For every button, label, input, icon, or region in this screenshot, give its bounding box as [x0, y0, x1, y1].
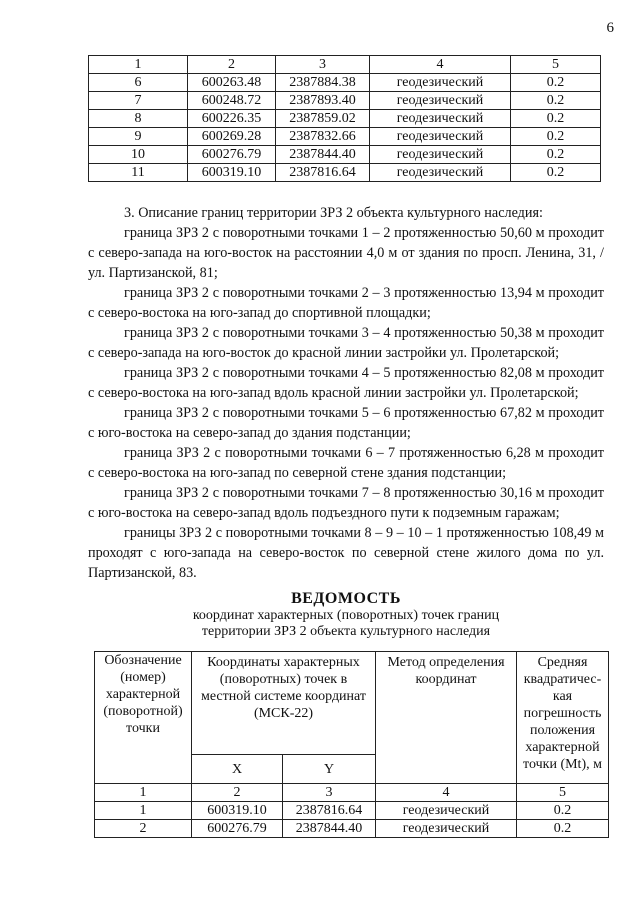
table-cell: 0.2	[517, 802, 609, 820]
table-cell: 2387816.64	[276, 164, 370, 182]
boundary-description	[88, 203, 604, 583]
table-cell: геодезический	[370, 164, 511, 182]
table-cell: 600248.72	[188, 92, 276, 110]
header-method: Метод определения координат	[376, 652, 517, 784]
table-cell: 11	[89, 164, 188, 182]
table-cell: 2387859.02	[276, 110, 370, 128]
table-row	[89, 164, 601, 182]
table-row	[89, 110, 601, 128]
table-row	[89, 74, 601, 92]
description-paragraph: граница ЗРЗ 2 с поворотными точками 7 – 8 протяженностью 30,16 м проходит с юго-востока на северо-запад вдоль подъездного пути к подземным гаражам;	[88, 485, 604, 521]
table-cell: 0.2	[511, 164, 601, 182]
table-cell: 2	[188, 56, 276, 74]
table-cell: 0.2	[511, 74, 601, 92]
description-paragraph: граница ЗРЗ 2 с поворотными точками 6 – 7 протяженностью 6,28 м проходит с северо-востока на юго-запад по северной стене здания подстанции;	[88, 445, 604, 481]
description-paragraph: граница ЗРЗ 2 с поворотными точками 1 – 2 протяженностью 50,60 м проходит с северо-запада на юго-восток на расстоянии 4,0 м от здания по просп. Ленина, 31, / ул. Партизанской, 81;	[88, 225, 604, 281]
table-row	[89, 128, 601, 146]
table-cell: 1	[95, 784, 192, 802]
table-cell: геодезический	[370, 92, 511, 110]
table-cell: геодезический	[376, 820, 517, 838]
table-cell: 600276.79	[188, 146, 276, 164]
table-cell: 0.2	[511, 146, 601, 164]
table-cell: 2387884.38	[276, 74, 370, 92]
table-row	[95, 820, 609, 838]
table-cell: 8	[89, 110, 188, 128]
table-cell: 5	[517, 784, 609, 802]
header-coordinates: Координаты характерных (поворотных) точек в местной системе координат (МСК-22)	[192, 652, 376, 755]
table-cell: 2387893.40	[276, 92, 370, 110]
description-paragraph: граница ЗРЗ 2 с поворотными точками 2 – 3 протяженностью 13,94 м проходит с северо-востока на юго-запад до спортивной площадки;	[88, 285, 604, 321]
table-cell: 1	[95, 802, 192, 820]
table-cell: 6	[89, 74, 188, 92]
description-paragraph: граница ЗРЗ 2 с поворотными точками 4 – 5 протяженностью 82,08 м проходит с северо-востока на юго-запад вдоль красной линии застройки ул. Пролетарской;	[88, 365, 604, 401]
table-number-row	[95, 784, 609, 802]
statement-title: ВЕДОМОСТЬ	[291, 590, 401, 607]
table-row	[89, 92, 601, 110]
header-error: Средняя квадратичес-кая погрешность положения характерной точки (Mt), м	[517, 652, 609, 784]
coordinates-statement-table	[94, 651, 609, 838]
table-cell: 600319.10	[188, 164, 276, 182]
description-paragraph: граница ЗРЗ 2 с поворотными точками 5 – 6 протяженностью 67,82 м проходит с юго-востока на северо-запад до здания подстанции;	[88, 405, 604, 441]
table-cell: 3	[276, 56, 370, 74]
table-cell: 7	[89, 92, 188, 110]
description-paragraph: 3. Описание границ территории ЗРЗ 2 объекта культурного наследия:	[124, 205, 543, 221]
table-cell: 600263.48	[188, 74, 276, 92]
statement-heading	[88, 590, 604, 640]
table-cell: 2387816.64	[283, 802, 376, 820]
table-row	[89, 146, 601, 164]
table-cell: 2	[192, 784, 283, 802]
table-cell: геодезический	[370, 74, 511, 92]
table-header-row	[95, 652, 609, 755]
table-cell: геодезический	[376, 802, 517, 820]
table-cell: геодезический	[370, 146, 511, 164]
table-cell: 0.2	[511, 128, 601, 146]
table-row	[95, 802, 609, 820]
table-cell: 1	[89, 56, 188, 74]
table-cell: 4	[370, 56, 511, 74]
table-cell: 4	[376, 784, 517, 802]
table-cell: геодезический	[370, 128, 511, 146]
header-point-number: Обозначение (номер) характерной (поворотной) точки	[95, 652, 192, 784]
statement-subtitle-line2: территории ЗРЗ 2 объекта культурного наследия	[201, 624, 491, 639]
statement-subtitle-line1: координат характерных (поворотных) точек границ	[192, 608, 500, 623]
table-cell: 2	[95, 820, 192, 838]
table-cell: 2387844.40	[276, 146, 370, 164]
table-cell: 10	[89, 146, 188, 164]
table-cell: 0.2	[511, 110, 601, 128]
table-cell: 3	[283, 784, 376, 802]
table-cell: 5	[511, 56, 601, 74]
table-cell: 2387844.40	[283, 820, 376, 838]
table-cell: геодезический	[370, 110, 511, 128]
description-paragraph: граница ЗРЗ 2 с поворотными точками 3 – 4 протяженностью 50,38 м проходит с северо-запада на юго-восток до красной линии застройки ул. Пролетарской;	[88, 325, 604, 361]
table-cell: 2387832.66	[276, 128, 370, 146]
table-cell: 600319.10	[192, 802, 283, 820]
table-cell: 600226.35	[188, 110, 276, 128]
description-paragraph: границы ЗРЗ 2 с поворотными точками 8 – 9 – 10 – 1 протяженностью 108,49 м проходят с юго-запада на северо-восток по северной стене жилого дома по ул. Партизанской, 83.	[88, 525, 604, 581]
table-cell: 9	[89, 128, 188, 146]
table-header-row	[89, 56, 601, 74]
coordinates-table-continued	[88, 55, 601, 182]
table-cell: 0.2	[511, 92, 601, 110]
table-cell: 0.2	[517, 820, 609, 838]
table-cell: 600276.79	[192, 820, 283, 838]
table-cell: 600269.28	[188, 128, 276, 146]
header-x: X	[192, 755, 283, 784]
page-number: 6	[606, 20, 614, 36]
header-y: Y	[283, 755, 376, 784]
